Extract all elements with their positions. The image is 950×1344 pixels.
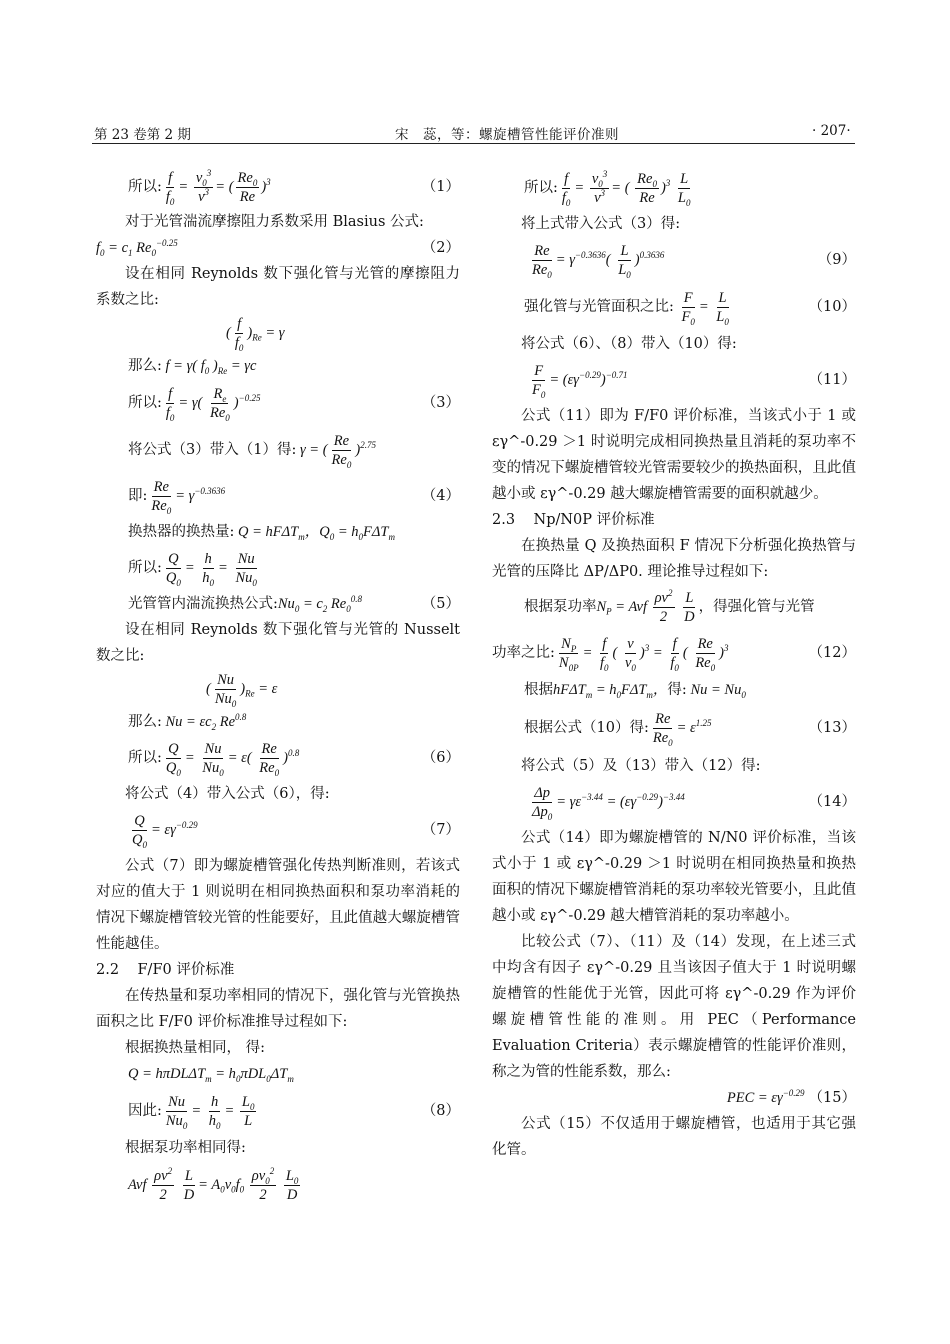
section-2-2-heading: 2.2 F/F0 评价标准	[96, 962, 235, 978]
substitute-into-3: 将上式带入公式（3）得:	[521, 216, 681, 232]
same-pump-text: 根据泵功率相同得:	[125, 1140, 246, 1156]
pump-power-line: 根据泵功率 $N_P$ = Avf $\frac{\rho v^2}{2}$ $\frac{L}{D}$ ，得强化管与光管	[524, 587, 815, 625]
substitute-3-into-1: 将公式（3）带入（1）得: γ = ( $\frac{Re}{Re_0}$ )$^{2.75}$	[128, 432, 376, 470]
equation-11: $\frac{F}{F_0}$ = $(\varepsilon\gamma^{-0.29})^{-0.71}$ （11）	[532, 362, 856, 400]
left-column	[96, 165, 460, 1209]
nusselt-ratio-text: 设在相同 Reynolds 数下强化管与光管的 Nusselt 数之比:	[96, 622, 460, 664]
paragraph-eq11: 公式（11）即为 F/F0 评价标准，当该式小于 1 或 εγ^-0.29 ＞1 时说明完成相同换热量且消耗的泵功率不变的情况下螺旋槽管较光管需要较少的换热面积，且此值越小或 εγ^-0.29 越大螺旋槽管需要的面积就越少。	[492, 408, 856, 502]
equation-f-ratio: 所以: $\frac{f}{f_0}$ = $\frac{v_0^3}{v^3}$ = ( $\frac{Re_0}{Re}$ )$^3$ $\frac{L}{L_0}$	[524, 168, 691, 208]
paragraph-compare: 比较公式（7）、（11）及（14）发现，在上述三式中均含有因子 εγ^-0.29 且当该因子值大于 1 时说明螺旋槽管的性能优于光管，因此可将 εγ^-0.29 作为评价螺旋槽管性能的准则。用 PEC（Performance Evaluation Criteria）表示螺旋槽管的性能评价准则，称之为管的性能系数，那么:	[492, 934, 856, 1080]
header-rule	[92, 143, 855, 144]
equation-q-ratio: 所以: $\frac{Q}{Q_0}$ = $\frac{h}{h_0}$ = $\frac{Nu}{Nu_0}$	[128, 550, 257, 588]
paragraph-2-2: 在传热量和泵功率相同的情况下，强化管与光管换热面积之比 F/F0 评价标准推导过程如下:	[96, 988, 460, 1030]
by-heat-line: 根据 $hF\Delta T_m = h_0F\Delta T_m$， 得: $Nu = Nu_0$	[524, 682, 746, 700]
equation-7: $\frac{Q}{Q_0}$ = $\varepsilon\gamma^{-0.29}$ （7）	[132, 812, 460, 850]
equation-5: 光管管内湍流换热公式: $Nu_0 = c_2$ $Re_0^{0.8}$ （5）	[128, 594, 460, 614]
running-header-journal: 第 23 卷第 2 期	[94, 127, 191, 143]
friction-ratio-eq: ( $\frac{f}{f_0}$ )$_{Re} = \gamma$	[226, 315, 285, 353]
paragraph-eq14: 公式（14）即为螺旋槽管的 N/N0 评价标准，当该式小于 1 或 εγ^-0.29 ＞1 时说明在相同换热量和换热面积的情况下螺旋槽管消耗的泵功率较光管要小，且此值越小或 εγ^-0.29 越大槽管消耗的泵功率越小。	[492, 830, 856, 924]
pump-equality-eq: Avf $\frac{\rho v^2}{2}$ $\frac{L}{D}$ = $A_0v_0f_0$ $\frac{\rho v_0^2}{2}$ $\frac{L_0}{D}$	[128, 1165, 299, 1203]
equation-1: 所以: $\frac{f}{f_0}$ = $\frac{v_0^3}{v^3}$ = ( $\frac{Re_0}{Re}$ )$^3$ （1）	[128, 167, 460, 207]
paragraph-2-3: 在换热量 Q 及换热面积 F 情况下分析强化换热管与光管的压降比 ΔP/ΔP0. 理论推导过程如下:	[492, 538, 856, 580]
equation-2: $f_0 = c_1$ $Re_0^{-0.25}$ （2）	[96, 238, 460, 258]
right-column	[492, 165, 856, 1163]
substitute-4-into-6: 将公式（4）带入公式（6），得:	[125, 786, 330, 802]
blasius-text: 对于光管湍流摩擦阻力系数采用 Blasius 公式:	[125, 214, 424, 230]
equation-12: 功率之比: $\frac{N_P}{N_{0P}}$ = $\frac{f}{f_0}$ ( $\frac{v}{v_0}$ )$^3$ = $\frac{f}{f_0}$ ( $\frac{Re}{Re_0}$ )$^3$ （12）	[492, 635, 856, 673]
heat-exchange: 换热器的换热量: Q = hFΔT$_m$，$Q_0 = h_0F\Delta T_m$	[128, 524, 395, 542]
equation-8: 因此: $\frac{Nu}{Nu_0}$ = $\frac{h}{h_0}$ = $\frac{L_0}{L}$ （8）	[128, 1093, 460, 1131]
then-2: 那么: $Nu = \varepsilon c_2$ $Re^{0.8}$	[128, 712, 247, 732]
equation-10: 强化管与光管面积之比: $\frac{F}{F_0}$ = $\frac{L}{L_0}$ （10）	[524, 289, 856, 327]
heat-equality-eq: $Q = h\pi DL\Delta T_m = h_0\pi DL_0\Delta T_m$	[128, 1066, 294, 1084]
nusselt-ratio-eq: ( $\frac{Nu}{Nu_0}$ )$_{Re} = \varepsilon$	[206, 671, 278, 709]
paragraph-eq7: 公式（7）即为螺旋槽管强化传热判断准则，若该式对应的值大于 1 则说明在相同换热面积和泵功率消耗的情况下螺旋槽管较光管的性能要好，且此值越大螺旋槽管性能越佳。	[96, 858, 460, 952]
section-2-3-heading: 2.3 Np/N0P 评价标准	[492, 512, 655, 528]
paragraph-eq15: 公式（15）不仅适用于螺旋槽管，也适用于其它强化管。	[492, 1116, 856, 1158]
equation-15: PEC = $\varepsilon\gamma^{-0.29}$ （15）	[726, 1088, 856, 1106]
equation-13: 根据公式（10）得: $\frac{Re}{Re_0}$ = $\varepsilon^{1.25}$ （13）	[524, 710, 856, 748]
equation-9: $\frac{Re}{Re_0}$ = $\gamma^{-0.3636}$( $\frac{L}{L_0}$ )$^{0.3636}$ （9）	[532, 242, 856, 280]
equation-14: $\frac{\Delta p}{\Delta p_0}$ = $\gamma\varepsilon^{-3.44} = (\varepsilon\gamma^{-0.29})^{-3.44}$ （14）	[532, 784, 856, 822]
equation-6: 所以: $\frac{Q}{Q_0}$ = $\frac{Nu}{Nu_0}$ = ε( $\frac{Re}{Re_0}$ )$^{0.8}$ （6）	[128, 740, 460, 778]
substitute-6-8: 将公式（6）、（8）带入（10）得:	[521, 336, 737, 352]
running-header-title: 宋 蕊，等：螺旋槽管性能评价准则	[395, 127, 619, 143]
substitute-5-13: 将公式（5）及（13）带入（12）得:	[521, 758, 761, 774]
equation-3: 所以: $\frac{f}{f_0}$ = γ( $\frac{R_e}{Re_0}$ )$^{-0.25}$ （3）	[128, 385, 460, 423]
same-heat-text: 根据换热量相同， 得:	[125, 1040, 265, 1056]
page-number: · 207·	[812, 123, 851, 139]
equation-4: 即: $\frac{Re}{Re_0}$ = $\gamma^{-0.3636}$ （4）	[128, 478, 460, 516]
then-1: 那么: f = γ( $f_0$ )$_{Re} = \gamma c$	[128, 358, 257, 376]
friction-ratio-text: 设在相同 Reynolds 数下强化管与光管的摩擦阻力系数之比:	[96, 266, 460, 308]
